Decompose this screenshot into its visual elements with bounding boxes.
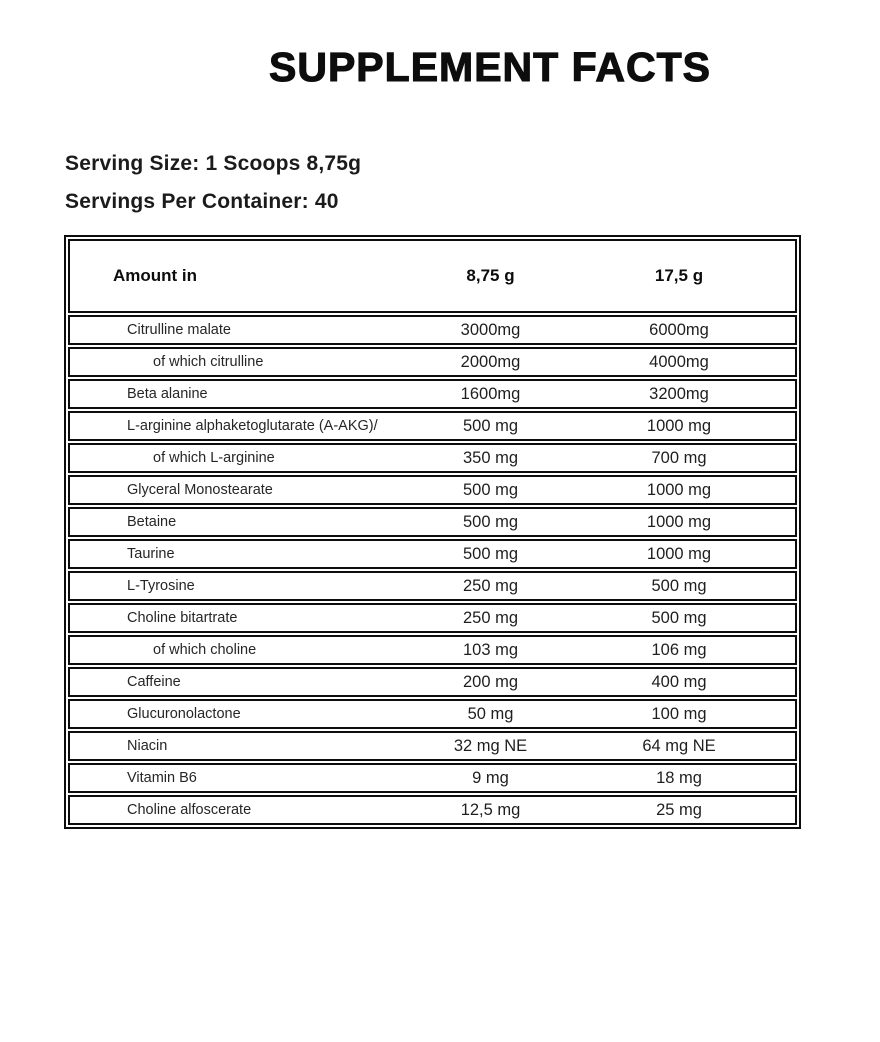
amount-per-two-servings: 4000mg <box>649 352 709 371</box>
ingredient-name: L-Tyrosine <box>127 578 195 594</box>
amount-per-two-servings: 400 mg <box>651 672 707 691</box>
amount-per-serving: 50 mg <box>467 704 514 723</box>
amount-per-two-servings: 1000 mg <box>646 512 712 531</box>
ingredient-name: Caffeine <box>127 674 181 690</box>
table-row <box>68 507 797 537</box>
amount-per-serving: 500 mg <box>462 544 519 563</box>
ingredient-name: Betaine <box>127 514 177 530</box>
ingredient-name: of which L-arginine <box>153 450 275 466</box>
ingredient-name: Citrulline malate <box>127 322 231 338</box>
amount-per-serving: 2000mg <box>460 352 521 371</box>
page-title: SUPPLEMENT FACTS <box>269 44 711 90</box>
ingredient-name: Glyceral Monostearate <box>127 482 273 498</box>
ingredient-name: Beta alanine <box>127 386 208 402</box>
ingredient-name: L-arginine alphaketoglutarate (A-AKG)/ <box>127 418 378 434</box>
table-row <box>68 411 797 441</box>
ingredient-name: of which choline <box>153 642 257 658</box>
table-row <box>68 475 797 505</box>
ingredient-name: Choline bitartrate <box>127 610 238 626</box>
serving-info <box>65 145 880 221</box>
amount-per-serving: 200 mg <box>462 672 519 691</box>
table-row <box>68 603 797 633</box>
amount-per-two-servings: 3200mg <box>649 384 709 403</box>
amount-per-serving: 32 mg NE <box>453 736 528 755</box>
ingredient-name: Glucuronolactone <box>127 706 241 722</box>
amount-per-serving: 250 mg <box>462 608 519 627</box>
table-row <box>68 347 797 377</box>
amount-per-two-servings: 1000 mg <box>646 416 712 435</box>
amount-per-two-servings: 25 mg <box>656 800 702 819</box>
table-row <box>68 379 797 409</box>
ingredient-name: Vitamin B6 <box>127 770 197 786</box>
servings-per-container-line: Servings Per Container: 40 <box>65 190 339 213</box>
amount-per-serving: 103 mg <box>462 640 519 659</box>
column-header-175g: 17,5 g <box>654 266 704 285</box>
amount-per-serving: 250 mg <box>462 576 519 595</box>
column-header-amount-in: Amount in <box>113 266 198 285</box>
amount-per-serving: 3000mg <box>460 320 521 339</box>
amount-per-two-servings: 1000 mg <box>646 544 712 563</box>
amount-per-serving: 12,5 mg <box>460 800 521 819</box>
table-row <box>68 667 797 697</box>
amount-per-two-servings: 1000 mg <box>646 480 712 499</box>
amount-per-serving: 350 mg <box>462 448 519 467</box>
ingredient-name: Niacin <box>127 738 168 754</box>
ingredient-name: of which citrulline <box>153 354 264 370</box>
table-row <box>68 795 797 825</box>
ingredient-name: Taurine <box>127 546 175 562</box>
supplement-facts-table <box>64 235 801 829</box>
amount-per-serving: 1600mg <box>460 384 521 403</box>
table-row <box>68 635 797 665</box>
amount-per-two-servings: 6000mg <box>649 320 709 339</box>
amount-per-two-servings: 106 mg <box>651 640 707 659</box>
amount-per-two-servings: 500 mg <box>651 576 707 595</box>
table-row <box>68 763 797 793</box>
table-header-row <box>68 239 797 313</box>
amount-per-serving: 500 mg <box>462 512 519 531</box>
table-row <box>68 443 797 473</box>
table-row <box>68 539 797 569</box>
serving-size-line: Serving Size: 1 Scoops 8,75g <box>65 152 362 175</box>
ingredient-name: Choline alfoscerate <box>127 802 252 818</box>
table-row <box>68 731 797 761</box>
table-row <box>68 571 797 601</box>
amount-per-serving: 500 mg <box>462 480 519 499</box>
amount-per-two-servings: 100 mg <box>651 704 707 723</box>
amount-per-two-servings: 18 mg <box>656 768 702 787</box>
table-row <box>68 699 797 729</box>
amount-per-two-servings: 500 mg <box>651 608 707 627</box>
supplement-facts-label <box>0 42 880 829</box>
amount-per-serving: 500 mg <box>462 416 519 435</box>
amount-per-serving: 9 mg <box>472 768 509 787</box>
amount-per-two-servings: 64 mg NE <box>642 736 716 755</box>
table-row <box>68 315 797 345</box>
column-header-875g: 8,75 g <box>466 266 515 285</box>
amount-per-two-servings: 700 mg <box>651 448 707 467</box>
